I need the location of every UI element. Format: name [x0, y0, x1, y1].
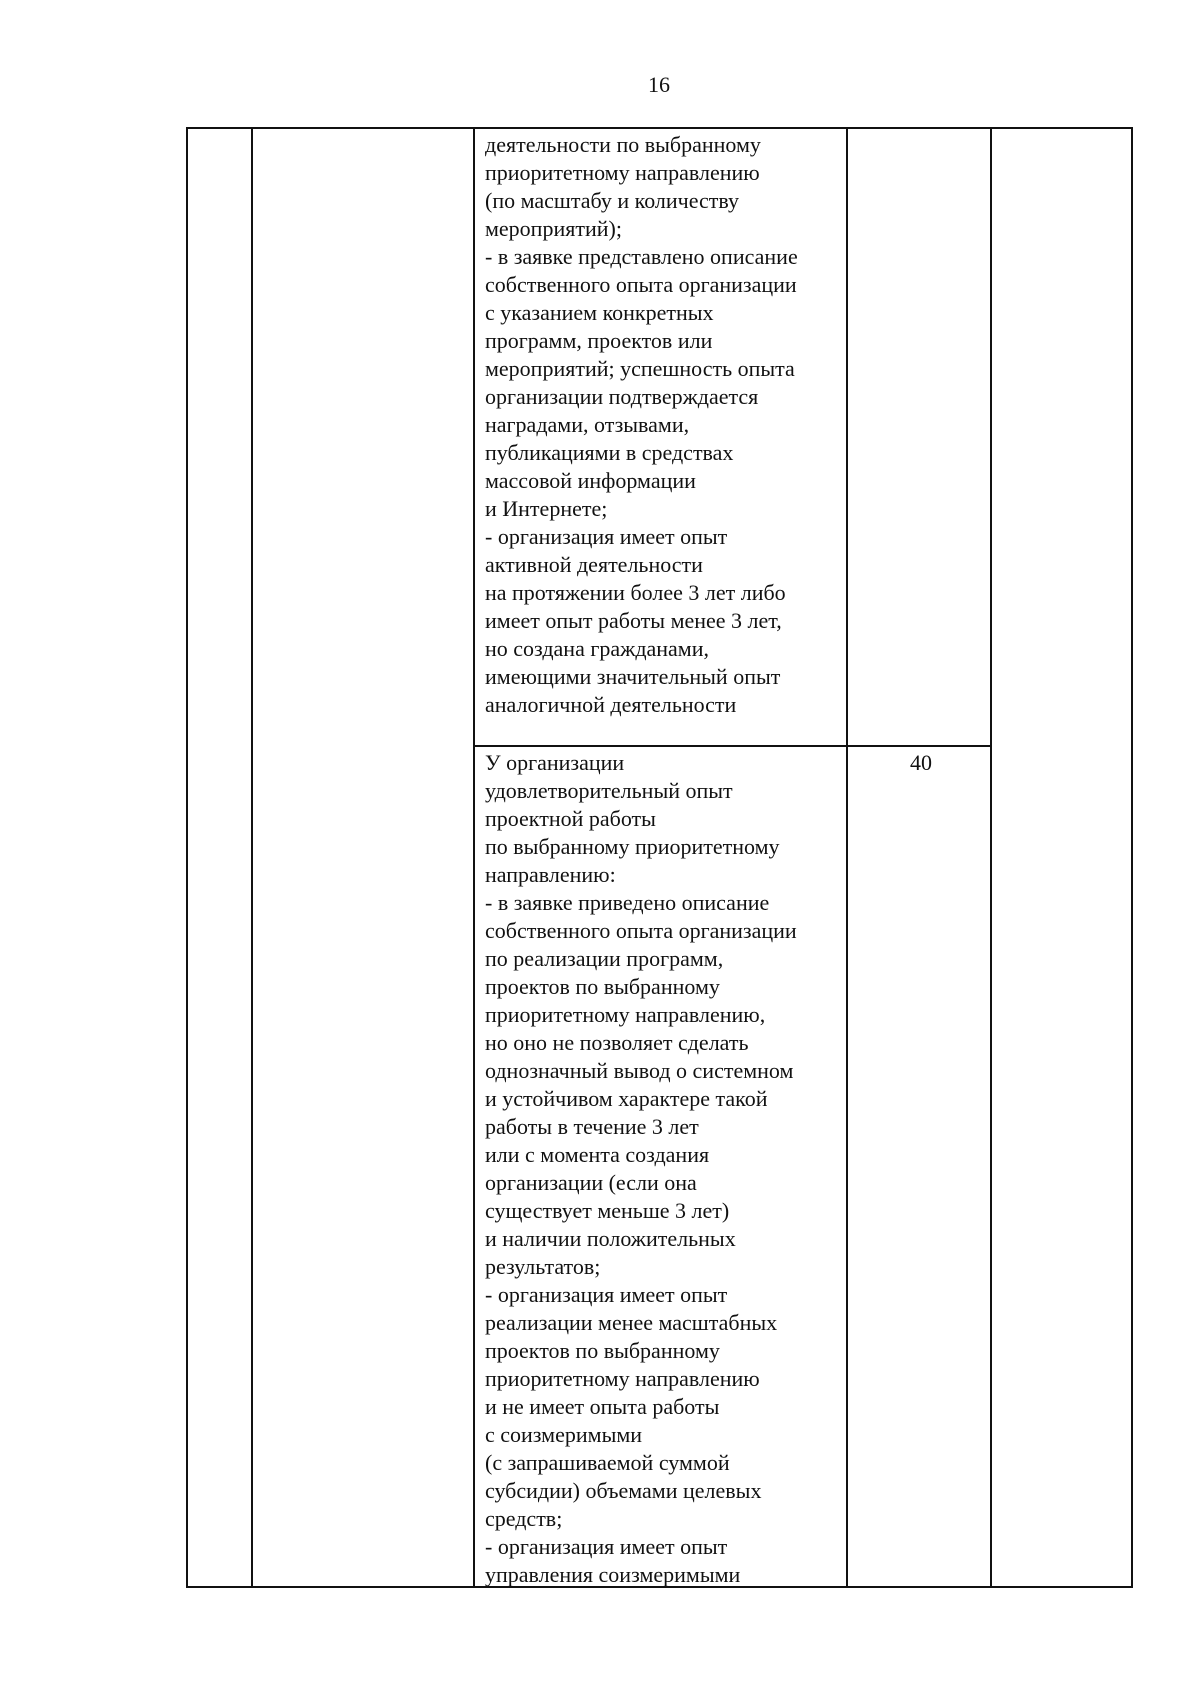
text-line: - организация имеет опыт	[485, 1534, 728, 1559]
text-line: удовлетворительный опыт	[485, 778, 733, 803]
text-line: однозначный вывод о системном	[485, 1058, 794, 1083]
text-line: по выбранному приоритетному	[485, 834, 780, 859]
text-line: - в заявке приведено описание	[485, 890, 770, 915]
text-line: приоритетному направлению,	[485, 1002, 766, 1027]
text-line: - организация имеет опыт	[485, 1282, 728, 1307]
text-line: но оно не позволяет сделать	[485, 1030, 749, 1055]
text-line: (по масштабу и количеству	[485, 188, 740, 213]
column-divider	[846, 129, 848, 1586]
text-line: - организация имеет опыт	[485, 524, 728, 549]
text-line: - в заявке представлено описание	[485, 244, 798, 269]
text-line: существует меньше 3 лет)	[485, 1198, 730, 1223]
text-line: (с запрашиваемой суммой	[485, 1450, 730, 1475]
text-line: по реализации программ,	[485, 946, 724, 971]
text-line: аналогичной деятельности	[485, 692, 737, 717]
criterion-text-row-1	[485, 131, 840, 719]
text-line: У организации	[485, 750, 625, 775]
text-line: публикациями в средствах	[485, 440, 734, 465]
text-line: и устойчивом характере такой	[485, 1086, 768, 1111]
text-line: наградами, отзывами,	[485, 412, 690, 437]
text-line: организации (если она	[485, 1170, 697, 1195]
criterion-text-row-2	[485, 749, 840, 1589]
text-line: собственного опыта организации	[485, 918, 797, 943]
text-line: приоритетному направлению	[485, 1366, 760, 1391]
text-line: проектной работы	[485, 806, 656, 831]
text-line: имеет опыт работы менее 3 лет,	[485, 608, 782, 633]
text-line: результатов;	[485, 1254, 601, 1279]
text-line: деятельности по выбранному	[485, 132, 761, 157]
text-line: направлению:	[485, 862, 616, 887]
text-line: имеющими значительный опыт	[485, 664, 781, 689]
text-line: активной деятельности	[485, 552, 703, 577]
column-divider	[990, 129, 992, 1586]
column-divider	[473, 129, 475, 1586]
text-line: программ, проектов или	[485, 328, 713, 353]
text-line: проектов по выбранному	[485, 1338, 720, 1363]
text-line: и не имеет опыта работы	[485, 1394, 720, 1419]
text-line: средств;	[485, 1506, 563, 1531]
page-number: 16	[648, 72, 670, 97]
text-line: субсидии) объемами целевых	[485, 1478, 762, 1503]
column-divider	[251, 129, 253, 1586]
text-line: приоритетному направлению	[485, 160, 760, 185]
text-line: организации подтверждается	[485, 384, 759, 409]
text-line: массовой информации	[485, 468, 696, 493]
text-line: на протяжении более 3 лет либо	[485, 580, 786, 605]
text-line: управления соизмеримыми	[485, 1562, 741, 1587]
text-line: мероприятий);	[485, 216, 622, 241]
criteria-table	[186, 127, 1133, 1588]
text-line: с соизмеримыми	[485, 1422, 643, 1447]
text-line: и наличии положительных	[485, 1226, 736, 1251]
text-line: мероприятий; успешность опыта	[485, 356, 795, 381]
text-line: проектов по выбранному	[485, 974, 720, 999]
text-line: работы в течение 3 лет	[485, 1114, 699, 1139]
text-line: или с момента создания	[485, 1142, 710, 1167]
score-row-2: 40	[910, 750, 932, 775]
text-line: но создана гражданами,	[485, 636, 710, 661]
text-line: собственного опыта организации	[485, 272, 797, 297]
text-line: и Интернете;	[485, 496, 608, 521]
text-line: реализации менее масштабных	[485, 1310, 778, 1335]
text-line: с указанием конкретных	[485, 300, 714, 325]
row-divider	[473, 745, 990, 747]
